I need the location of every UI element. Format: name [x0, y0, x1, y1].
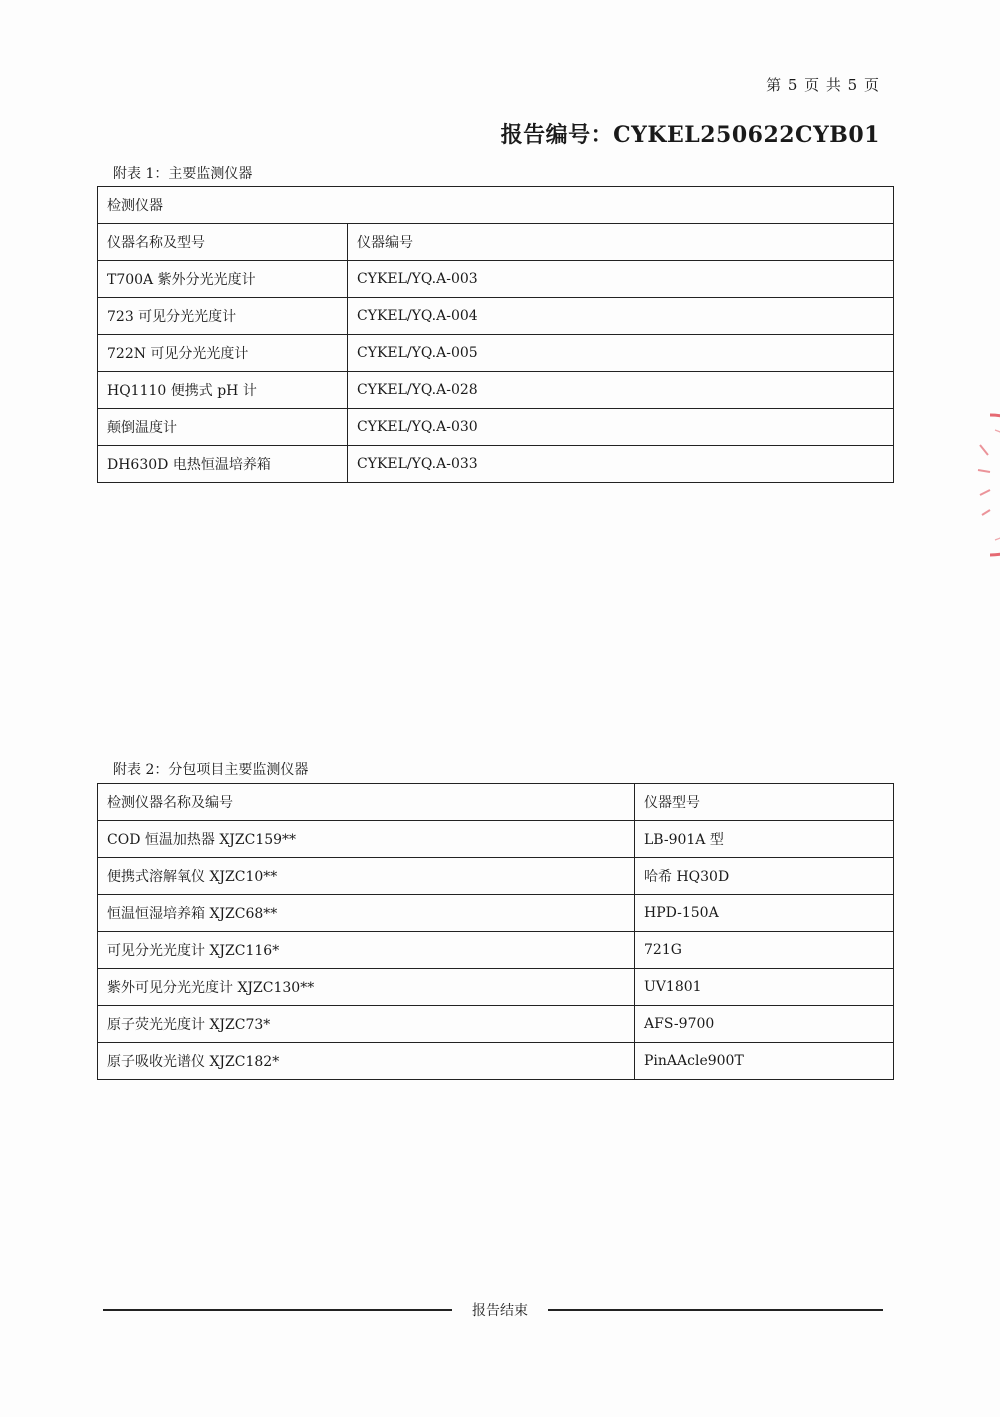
table-cell: HQ1110 便携式 pH 计 — [98, 372, 348, 409]
table-cell: 紫外可见分光光度计 XJZC130** — [98, 969, 635, 1006]
table-cell: 723 可见分光光度计 — [98, 298, 348, 335]
table-cell: LB-901A 型 — [635, 821, 894, 858]
table-row — [98, 335, 894, 372]
column-header: 检测仪器名称及编号 — [98, 784, 635, 821]
table-header-row — [98, 784, 894, 821]
table2-caption: 附表 2：分包项目主要监测仪器 — [113, 762, 309, 778]
table-row — [98, 932, 894, 969]
table-row — [98, 446, 894, 483]
table-cell: CYKEL/YQ.A-030 — [348, 409, 894, 446]
table-title: 检测仪器 — [98, 187, 894, 224]
table-cell: 可见分光光度计 XJZC116* — [98, 932, 635, 969]
table-cell: 颠倒温度计 — [98, 409, 348, 446]
table-cell: CYKEL/YQ.A-003 — [348, 261, 894, 298]
column-header: 仪器名称及型号 — [98, 224, 348, 261]
seal-stamp-icon — [950, 410, 1000, 560]
page-number: 第 5 页 共 5 页 — [766, 76, 880, 94]
table-cell: 原子吸收光谱仪 XJZC182* — [98, 1043, 635, 1080]
subcontract-instruments-table — [97, 783, 894, 1080]
report-end-text: 报告结束 — [472, 1303, 528, 1319]
table-cell: 原子荧光光度计 XJZC73* — [98, 1006, 635, 1043]
footer-rule-right — [548, 1309, 883, 1311]
report-number: 报告编号：CYKEL250622CYB01 — [500, 122, 880, 148]
table-cell: T700A 紫外分光光度计 — [98, 261, 348, 298]
table-cell: PinAAcle900T — [635, 1043, 894, 1080]
table-row — [98, 858, 894, 895]
table-cell: HPD-150A — [635, 895, 894, 932]
table1-caption: 附表 1：主要监测仪器 — [113, 166, 253, 182]
table-row — [98, 969, 894, 1006]
table-cell: 722N 可见分光光度计 — [98, 335, 348, 372]
column-header: 仪器型号 — [635, 784, 894, 821]
table-row — [98, 1043, 894, 1080]
table-header-row — [98, 224, 894, 261]
table-cell: 便携式溶解氧仪 XJZC10** — [98, 858, 635, 895]
table-cell: 721G — [635, 932, 894, 969]
table-row — [98, 409, 894, 446]
table-cell: DH630D 电热恒温培养箱 — [98, 446, 348, 483]
footer-rule-left — [103, 1309, 452, 1311]
main-instruments-table — [97, 186, 894, 483]
table-cell: UV1801 — [635, 969, 894, 1006]
table-title-row — [98, 187, 894, 224]
table-cell: CYKEL/YQ.A-005 — [348, 335, 894, 372]
table-cell: CYKEL/YQ.A-004 — [348, 298, 894, 335]
table-cell: COD 恒温加热器 XJZC159** — [98, 821, 635, 858]
column-header: 仪器编号 — [348, 224, 894, 261]
table-row — [98, 895, 894, 932]
table-row — [98, 821, 894, 858]
table-row — [98, 261, 894, 298]
table-row — [98, 1006, 894, 1043]
table-cell: AFS-9700 — [635, 1006, 894, 1043]
table-cell: CYKEL/YQ.A-033 — [348, 446, 894, 483]
table-cell: 恒温恒湿培养箱 XJZC68** — [98, 895, 635, 932]
table-cell: CYKEL/YQ.A-028 — [348, 372, 894, 409]
table-row — [98, 298, 894, 335]
table-row — [98, 372, 894, 409]
table-cell: 哈希 HQ30D — [635, 858, 894, 895]
